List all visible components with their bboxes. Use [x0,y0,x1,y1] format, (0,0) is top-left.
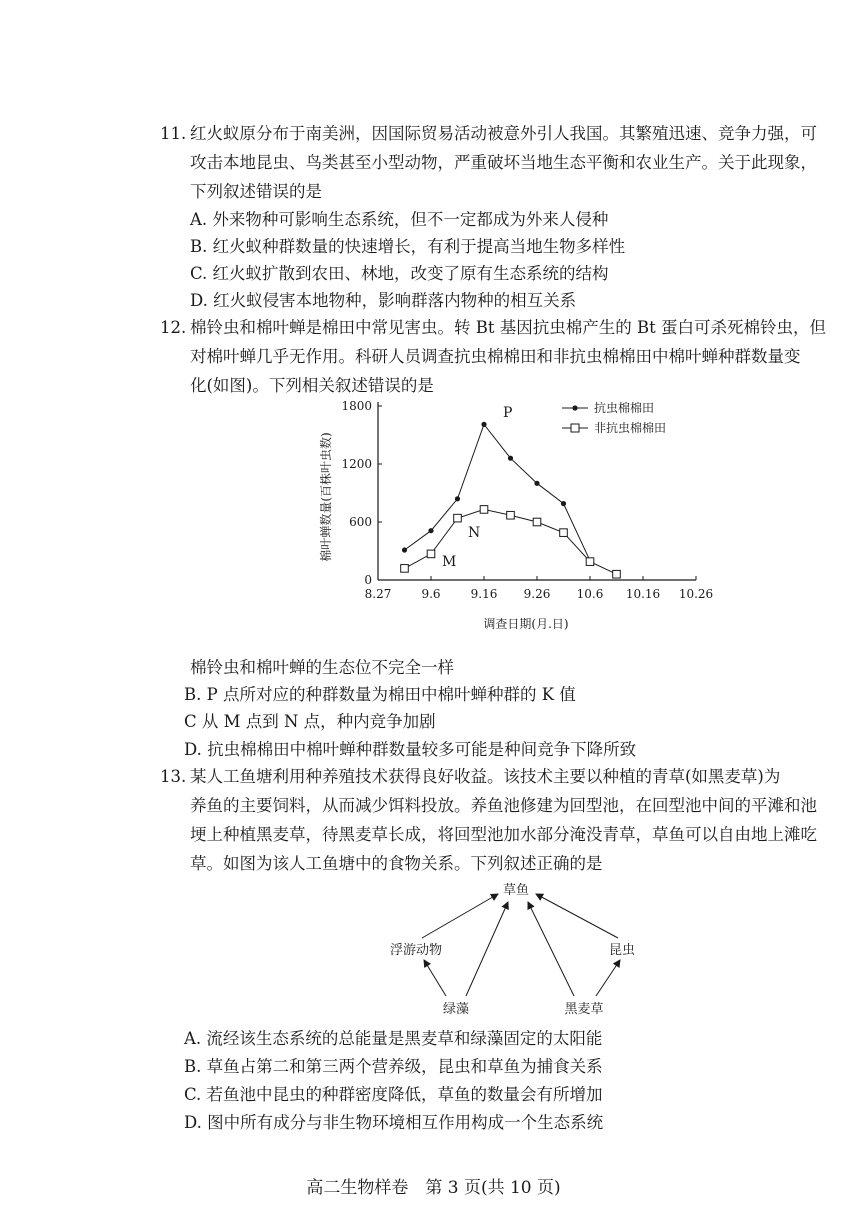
node-green-algae: 绿藻 [442,1002,470,1017]
q11-option-d: D. 红火蚁侵害本地物种，影响群落内物种的相互关系 [190,291,577,310]
node-grass-carp: 草鱼 [502,883,530,898]
annotation-n: N [468,525,481,541]
arrow-zooplankton-to-carp [422,894,498,938]
q11-stem-line: 攻击本地昆虫、鸟类甚至小型动物，严重破坏当地生态平衡和农业生产。关于此现象， [190,153,817,172]
q12-option-b: B. P 点所对应的种群数量为棉田中棉叶蝉种群的 K 值 [184,685,576,704]
data-point-nonresistant [533,518,541,526]
arrow-ryegrass-to-insect [596,960,620,996]
q13-stem-line: 养鱼的主要饲料，从而减少饵料投放。养鱼池修建为回型池，在回型池中间的平滩和池 [190,796,817,815]
q11-option-c: C. 红火蚁扩散到农田、林地，改变了原有生态系统的结构 [190,264,609,283]
q13-option-c: C. 若鱼池中昆虫的种群密度降低，草鱼的数量会有所增加 [184,1085,603,1104]
x-tick-label: 10.6 [576,587,604,601]
data-point-resistant [561,501,566,506]
page-footer: 高二生物样卷 第 3 页(共 10 页) [306,1178,561,1198]
arrow-algae-to-zooplankton [424,960,446,996]
q13-stem-line: 草。如图为该人工鱼塘中的食物关系。下列叙述正确的是 [190,854,603,873]
y-tick-label: 1200 [341,457,372,471]
q11-option-b: B. 红火蚁种群数量的快速增长，有利于提高当地生物多样性 [190,237,626,256]
x-tick-label: 9.6 [421,587,441,601]
x-tick-label: 9.26 [523,587,551,601]
annotation-p: P [503,405,513,421]
data-point-resistant [428,528,433,533]
population-line-chart [300,392,720,642]
node-zooplankton: 浮游动物 [389,943,443,958]
q13-stem-line: 某人工鱼塘利用种养殖技术获得良好收益。该技术主要以种植的青草(如黑麦草)为 [190,767,781,786]
q12-option-c: C 从 M 点到 N 点，种内竞争加剧 [184,712,436,731]
q12-option-d: D. 抗虫棉棉田中棉叶蝉种群数量较多可能是种间竞争下降所致 [184,740,637,759]
data-point-nonresistant [560,529,568,537]
y-tick-label: 600 [349,515,372,529]
data-point-resistant [402,547,407,552]
q12-stem-line: 对棉叶蝉几乎无作用。科研人员调查抗虫棉棉田和非抗虫棉棉田中棉叶蝉种群数量变 [190,347,801,366]
legend-marker-nonresistant [571,424,579,432]
y-tick-label: 1800 [341,399,372,413]
q13-option-b: B. 草鱼占第二和第三两个营养级，昆虫和草鱼为捕食关系 [184,1057,603,1076]
legend-label: 抗虫棉棉田 [594,401,655,415]
data-point-nonresistant [507,511,515,519]
data-point-nonresistant [454,514,462,522]
x-axis-label: 调查日期(月.日) [483,617,569,631]
data-point-resistant [455,496,460,501]
x-tick-label: 10.16 [625,587,661,601]
arrow-ryegrass-to-carp [528,902,574,996]
data-point-nonresistant [480,506,488,514]
data-point-nonresistant [586,558,594,566]
data-point-nonresistant [401,565,409,573]
data-point-resistant [534,481,539,486]
data-point-nonresistant [427,550,435,558]
data-point-resistant [508,456,513,461]
q12-option-a: 棉铃虫和棉叶蝉的生态位不完全一样 [190,658,454,677]
food-web-diagram [370,872,660,1022]
legend-marker-resistant [572,405,577,410]
q11-stem-line: 下列叙述错误的是 [190,182,322,201]
y-tick-label: 0 [364,573,372,587]
q12-stem-line: 化(如图)。下列相关叙述错误的是 [190,376,434,395]
q11-option-a: A. 外来物种可影响生态系统，但不一定都成为外来人侵种 [190,210,609,229]
arrow-insect-to-carp [536,894,618,938]
node-ryegrass: 黑麦草 [564,1002,604,1017]
q13-option-a: A. 流经该生态系统的总能量是黑麦草和绿藻固定的太阳能 [184,1029,603,1048]
data-point-nonresistant [613,570,621,578]
q13-option-d: D. 图中所有成分与非生物环境相互作用构成一个生态系统 [184,1113,604,1132]
q12-number: 12. [160,318,187,337]
q13-stem-line: 埂上种植黑麦草，待黑麦草长成，将回型池加水部分淹没青草，草鱼可以自由地上滩吃 [190,825,817,844]
y-axis-label: 棉叶蝉数量(百株叶虫数) [319,432,333,562]
node-insect: 昆虫 [608,943,636,958]
q13-number: 13. [160,767,187,786]
legend-label: 非抗虫棉棉田 [594,421,667,435]
x-tick-label: 10.26 [678,587,714,601]
q12-stem-line: 棉铃虫和棉叶蝉是棉田中常见害虫。转 Bt 基因抗虫棉产生的 Bt 蛋白可杀死棉铃虫，但 [190,318,826,337]
q11-number: 11. [160,124,187,143]
x-tick-label: 8.27 [364,587,392,601]
data-point-resistant [481,422,486,427]
annotation-m: M [442,554,457,570]
q11-stem-line: 红火蚁原分布于南美洲，因国际贸易活动被意外引人我国。其繁殖迅速、竞争力强，可 [190,124,817,143]
arrow-algae-to-carp [466,902,508,996]
x-tick-label: 9.16 [470,587,498,601]
series-line-1 [405,424,591,560]
